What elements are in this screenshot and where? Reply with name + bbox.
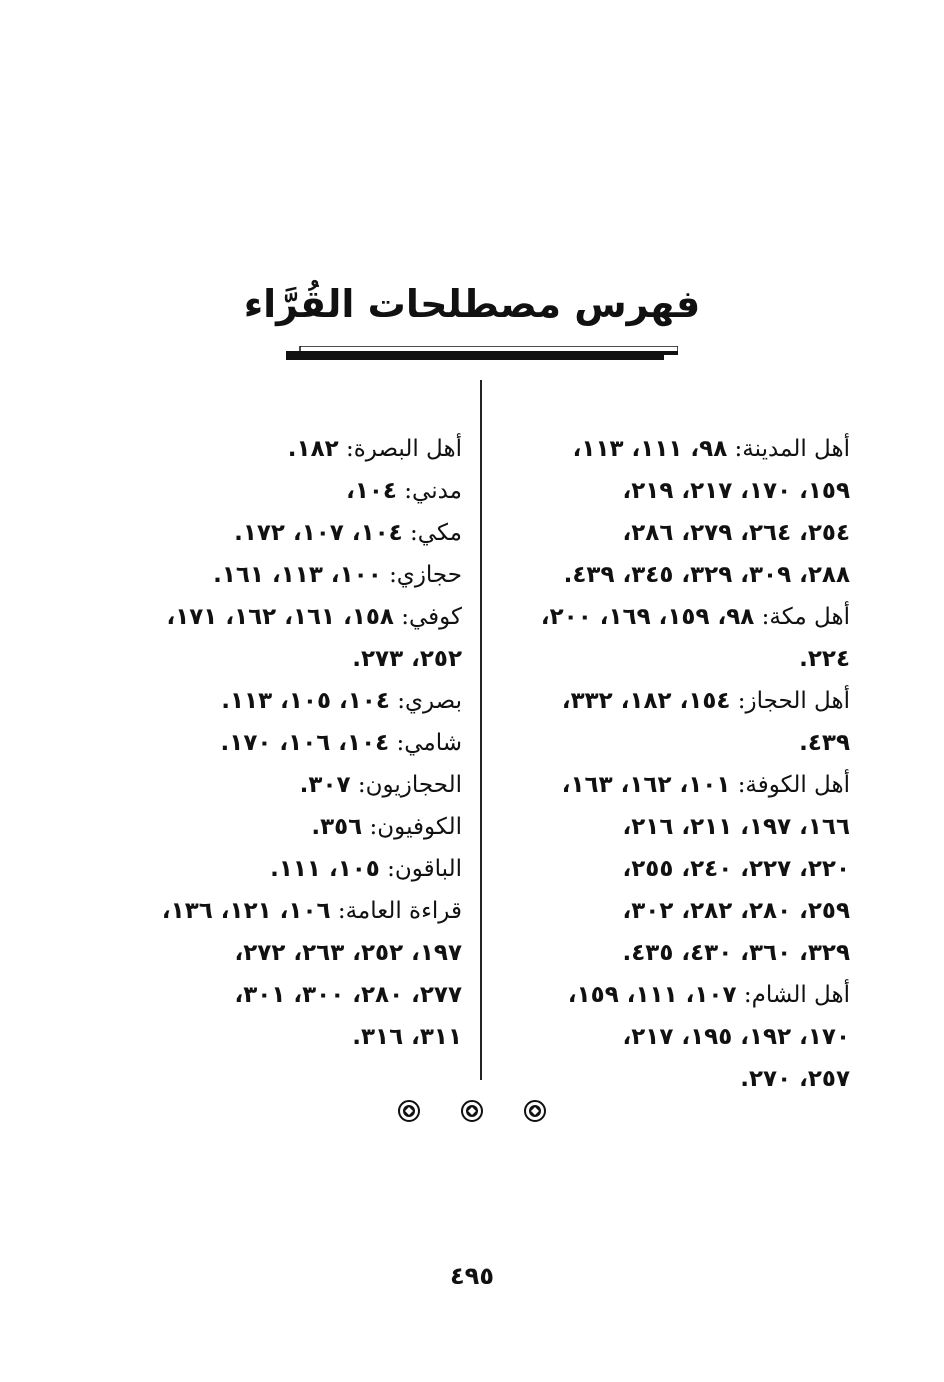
index-entry-line <box>490 512 850 554</box>
page-refs: ١٠١، ١٦٢، ١٦٣، <box>561 772 731 798</box>
ornament-icon <box>398 1100 420 1122</box>
page-refs: ١٠٦، ١٢١، ١٣٦، <box>161 898 331 924</box>
index-column-left <box>102 428 462 1058</box>
page-refs: ٩٨، ١٥٩، ١٦٩، ٢٠٠، <box>540 604 755 630</box>
page-refs: ١٠٧، ١١١، ١٥٩، <box>567 982 737 1008</box>
page-refs: ٣٥٦. <box>311 814 363 840</box>
index-term: كوفي: <box>401 604 462 630</box>
index-entry-line <box>102 680 462 722</box>
index-entry-line <box>102 848 462 890</box>
index-term: مكي: <box>410 520 462 546</box>
page-refs: ١٠٤، ١٠٥، ١١٣. <box>221 688 390 714</box>
index-entry-line <box>102 932 462 974</box>
index-term: أهل الكوفة: <box>737 772 850 798</box>
index-entry-line <box>490 1058 850 1100</box>
index-entry-line <box>102 638 462 680</box>
index-term: أهل مكة: <box>761 604 850 630</box>
index-entry-line <box>490 680 850 722</box>
page-refs: ١٠٥، ١١١. <box>270 856 380 882</box>
index-entry-line <box>490 554 850 596</box>
page-refs: ٢٥٩، ٢٨٠، ٢٨٢، ٣٠٢، <box>622 898 850 924</box>
page-refs: ١٠٤، ١٠٧، ١٧٢. <box>234 520 403 546</box>
index-entry-line <box>490 974 850 1016</box>
index-entry-line <box>102 428 462 470</box>
index-entry-line <box>102 764 462 806</box>
index-term: أهل المدينة: <box>734 436 850 462</box>
ornament-icon <box>524 1100 546 1122</box>
page-refs: ١٥٨، ١٦١، ١٦٢، ١٧١، <box>166 604 394 630</box>
index-term: أهل البصرة: <box>345 436 462 462</box>
index-term: حجازي: <box>389 562 462 588</box>
index-entry-line <box>490 428 850 470</box>
index-term: مدني: <box>404 478 462 504</box>
index-entry-line <box>490 848 850 890</box>
page-refs: ١٠٤، <box>346 478 397 504</box>
index-term: الكوفيون: <box>369 814 462 840</box>
page-title: فهرس مصطلحات القُرَّاء <box>243 282 701 326</box>
index-term: الباقون: <box>387 856 462 882</box>
index-term: بصري: <box>397 688 462 714</box>
index-entry-line <box>102 554 462 596</box>
index-entry-line <box>102 806 462 848</box>
page-refs: ١٧٠، ١٩٢، ١٩٥، ٢١٧، <box>622 1024 850 1050</box>
title-underline <box>286 346 678 360</box>
page-refs: ٢٥٢، ٢٧٣. <box>352 646 462 672</box>
index-term: أهل الحجاز: <box>737 688 850 714</box>
page-refs: ١٠٤، ١٠٦، ١٧٠. <box>220 730 390 756</box>
index-term: قراءة العامة: <box>337 898 462 924</box>
page-refs: ٢٢٤. <box>799 646 850 672</box>
page-refs: ٣١١، ٣١٦. <box>352 1024 462 1050</box>
index-entry-line <box>490 722 850 764</box>
index-entry-line <box>102 1016 462 1058</box>
index-column-right <box>490 428 850 1100</box>
page-refs: ٩٨، ١١١، ١١٣، <box>572 436 728 462</box>
page-refs: ١٥٩، ١٧٠، ٢١٧، ٢١٩، <box>622 478 850 504</box>
index-entry-line <box>102 470 462 512</box>
page-refs: ١٦٦، ١٩٧، ٢١١، ٢١٦، <box>622 814 850 840</box>
page-refs: ٢٥٤، ٢٦٤، ٢٧٩، ٢٨٦، <box>622 520 850 546</box>
index-entry-line <box>490 806 850 848</box>
page-refs: ٢٧٧، ٢٨٠، ٣٠٠، ٣٠١، <box>234 982 462 1008</box>
page-refs: ١٩٧، ٢٥٢، ٢٦٣، ٢٧٢، <box>234 940 462 966</box>
page-refs: ١٠٠، ١١٣، ١٦١. <box>213 562 382 588</box>
index-entry-line <box>102 512 462 554</box>
page-refs: ٤٣٩. <box>799 730 850 756</box>
index-entry-line <box>102 974 462 1016</box>
page-refs: ٢٨٨، ٣٠٩، ٣٢٩، ٣٤٥، ٤٣٩. <box>563 562 850 588</box>
index-entry-line <box>490 764 850 806</box>
index-entry-line <box>490 932 850 974</box>
index-entry-line <box>490 470 850 512</box>
index-entry-line <box>490 1016 850 1058</box>
page-refs: ١٨٢. <box>287 436 339 462</box>
index-term: أهل الشام: <box>743 982 850 1008</box>
index-term: الحجازيون: <box>357 772 462 798</box>
index-entry-line <box>102 722 462 764</box>
page-refs: ٣٠٧. <box>299 772 351 798</box>
page-refs: ٢٢٠، ٢٢٧، ٢٤٠، ٢٥٥، <box>622 856 850 882</box>
ornament-icon <box>461 1100 483 1122</box>
page-refs: ١٥٤، ١٨٢، ٣٣٢، <box>561 688 731 714</box>
index-entry-line <box>102 890 462 932</box>
index-term: شامي: <box>396 730 462 756</box>
page-refs: ٣٢٩، ٣٦٠، ٤٣٠، ٤٣٥. <box>622 940 850 966</box>
ornament-row <box>0 1100 944 1126</box>
page-refs: ٢٥٧، ٢٧٠. <box>740 1066 850 1092</box>
index-entry-line <box>490 638 850 680</box>
page-number: ٤٩٥ <box>450 1262 494 1290</box>
index-entry-line <box>102 596 462 638</box>
index-entry-line <box>490 890 850 932</box>
column-divider <box>480 380 482 1080</box>
index-entry-line <box>490 596 850 638</box>
